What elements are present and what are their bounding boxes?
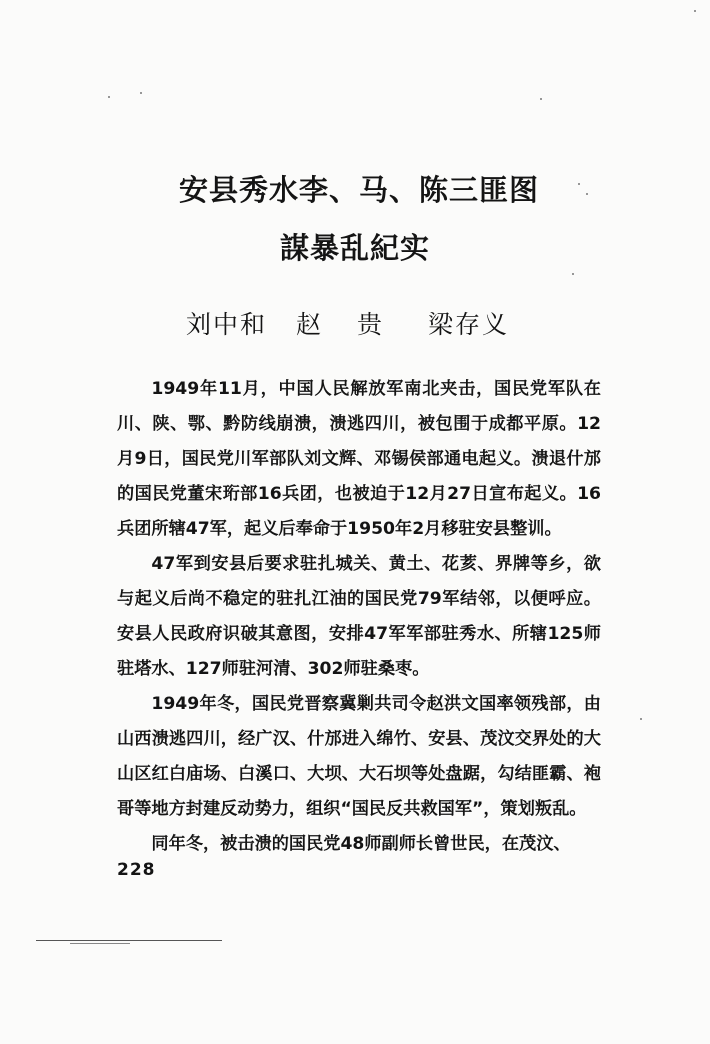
scan-line [70,943,130,944]
scan-speck [694,10,696,12]
scan-speck [586,193,588,195]
author-name: 梁存义 [428,310,510,339]
body-text [117,372,601,862]
paragraph: 同年冬，被击溃的国民党48师副师长曾世民，在茂汶、 [151,834,571,854]
scan-speck [572,273,574,275]
title-line-2: 謀暴乱紀实 [279,231,430,265]
author-name: 赵 贵 [296,310,396,339]
paragraph: 47军到安县后要求驻扎城关、黄土、花荄、界牌等乡，欲与起义后尚不稳定的驻扎江油的国民党79军结邻，以便呼应。安县人民政府识破其意图，安排47军军部驻秀水、所辖125师驻塔水、127师驻河清、302师驻桑枣。 [117,554,601,679]
author-name: 刘中和 [186,310,268,339]
scan-speck [640,718,642,720]
title-line-1: 安县秀水李、马、陈三匪图 [178,173,539,207]
scan-speck [140,92,142,94]
author-list [186,305,509,341]
scan-speck [578,183,580,185]
scan-speck [540,98,542,100]
scan-speck [108,96,110,98]
paragraph: 1949年冬，国民党晋察冀剿共司令赵洪文国率领残部，由山西溃逃四川，经广汉、什邡进入绵竹、安县、茂汶交界处的大山区红白庙场、白溪口、大坝、大石坝等处盘踞，勾结匪霸、袍哥等地方封建反动势力，组织“国民反共救国军”，策划叛乱。 [117,694,601,819]
paragraph: 1949年11月，中国人民解放军南北夹击，国民党军队在川、陕、鄂、黔防线崩溃，溃逃四川，被包围于成都平原。12月9日，国民党川军部队刘文辉、邓锡侯部通电起义。溃退什邡的国民党董宋珩部16兵团，也被迫于12月27日宣布起义。16兵团所辖47军，起义后奉命于1950年2月移驻安县整训。 [117,379,601,539]
scan-line [36,940,222,941]
page-number: 228 [117,860,156,880]
